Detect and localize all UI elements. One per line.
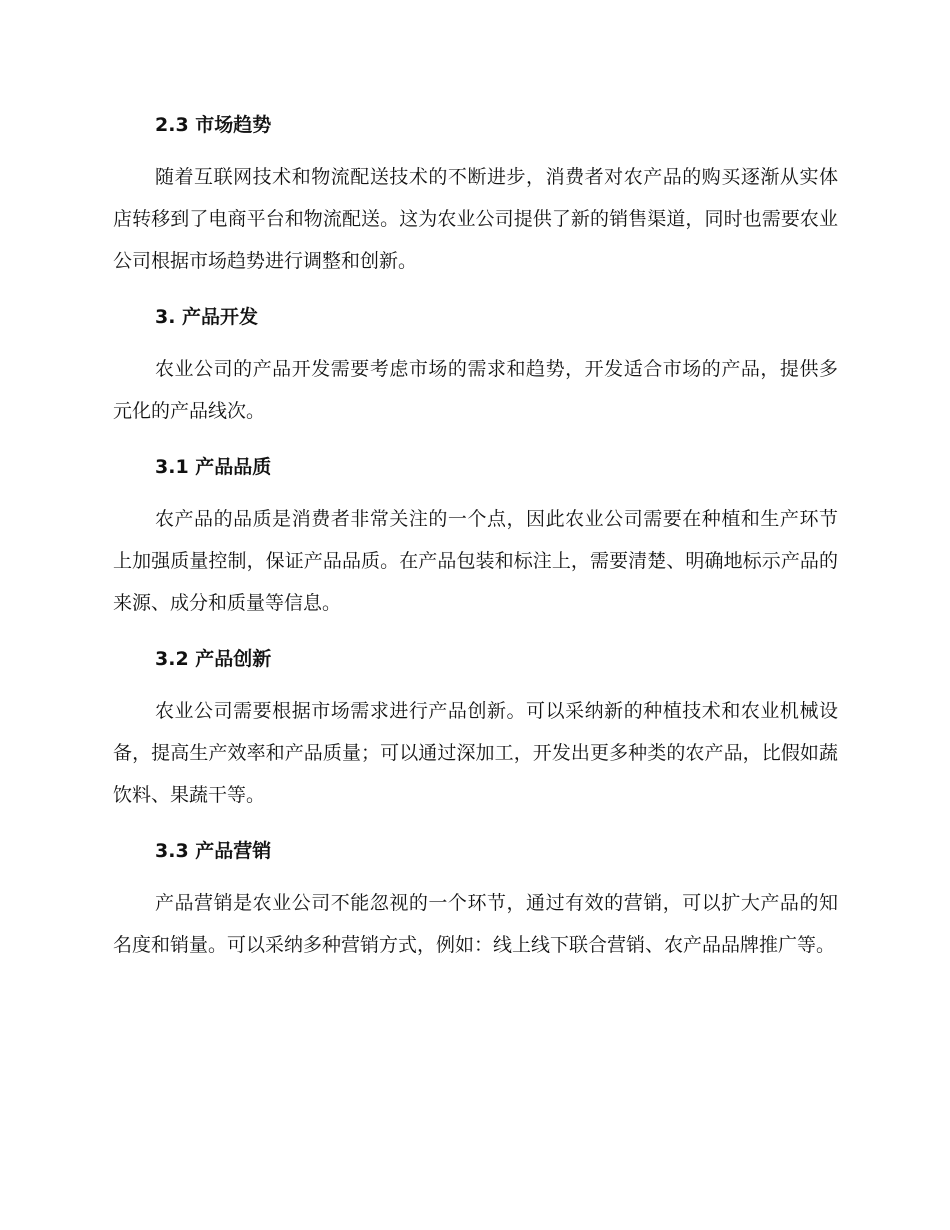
spacer — [113, 140, 838, 156]
section-paragraph-3-1: 农产品的品质是消费者非常关注的一个点，因此农业公司需要在种植和生产环节上加强质量控制，保证产品品质。在产品包装和标注上，需要清楚、明确地标示产品的来源、成分和质量等信息。 — [113, 508, 838, 614]
section-heading-3-2: 3.2 产品创新 — [155, 648, 272, 670]
spacer — [113, 624, 838, 644]
spacer — [113, 432, 838, 452]
section-heading-3-1: 3.1 产品品质 — [155, 456, 272, 478]
spacer — [113, 674, 838, 690]
spacer — [113, 482, 838, 498]
spacer — [113, 282, 838, 302]
section-paragraph-3-3: 产品营销是农业公司不能忽视的一个环节，通过有效的营销，可以扩大产品的知名度和销量。可以采纳多种营销方式，例如：线上线下联合营销、农产品品牌推广等。 — [113, 892, 838, 956]
section-heading-3-3: 3.3 产品营销 — [155, 840, 272, 862]
spacer — [113, 816, 838, 836]
section-heading-3: 3. 产品开发 — [155, 306, 259, 328]
section-paragraph-3-2: 农业公司需要根据市场需求进行产品创新。可以采纳新的种植技术和农业机械设备，提高生产效率和产品质量；可以通过深加工，开发出更多种类的农产品，比假如蔬饮料、果蔬干等。 — [113, 700, 838, 806]
spacer — [113, 332, 838, 348]
section-paragraph-2-3: 随着互联网技术和物流配送技术的不断进步，消费者对农产品的购买逐渐从实体店转移到了电商平台和物流配送。这为农业公司提供了新的销售渠道，同时也需要农业公司根据市场趋势进行调整和创新。 — [113, 166, 838, 272]
section-paragraph-3: 农业公司的产品开发需要考虑市场的需求和趋势，开发适合市场的产品，提供多元化的产品线次。 — [113, 358, 838, 422]
document-body — [113, 110, 838, 966]
section-heading-2-3: 2.3 市场趋势 — [155, 114, 272, 136]
spacer — [113, 866, 838, 882]
